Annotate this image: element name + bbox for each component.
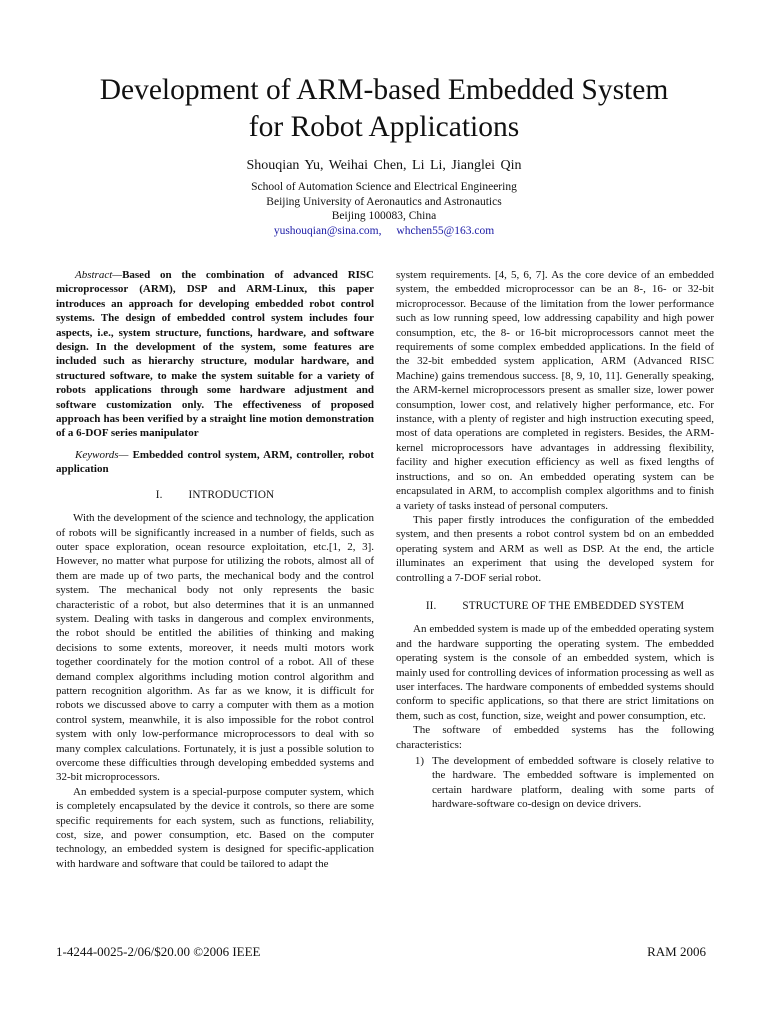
abstract-label: Abstract—	[75, 269, 123, 281]
affiliation-block	[0, 180, 768, 238]
affiliation-school: School of Automation Science and Electrical Engineering	[251, 181, 517, 193]
author-emails	[0, 224, 768, 239]
email-link-2[interactable]: whchen55@163.com	[396, 224, 495, 237]
intro-paragraph-1: With the development of the science and technology, the application of robots will be significantly increased in a number of fields, such as outer space exploration, ocean resource exploitation, etc.[1, 2, 3]. However, no matter what purpose for utilizing the robots, almost all of them are made up of two parts, the mechanical body and the control system. The mechanical body not only represents the basic characteristic of a robot, but also determines that it is an unmanned system. Dealing with tasks in dangerous and complex environments, the robot should be entitled the abilities of thinking and making decisions to some extents, moreover, it needs multi motors work together coordinately for the motion control of a robot. All of these demand complex algorithms including motion control algorithm and pattern recognition algorithm. As far as we know, it is difficult for robots we discussed above to carry a computer with them as a motion control system, meanwhile, it is also impossible for the robot control system with only low-performance microprocessors to deal with so many complex calculations. Fortunately, it is just a possible solution to overcome these difficulties through developing embedded systems and 32-bit microprocessors.	[56, 512, 374, 784]
list-item	[396, 754, 714, 812]
email-link-1[interactable]: yushouqian@sina.com,	[273, 224, 382, 237]
footer-conference: RAM 2006	[647, 944, 706, 959]
right-column	[396, 268, 714, 812]
section-title: INTRODUCTION	[188, 488, 275, 501]
list-marker: 1)	[414, 755, 424, 767]
characteristics-list	[396, 754, 714, 812]
keywords-text: Embedded control system, ARM, controller, robot application	[56, 448, 374, 476]
affiliation-university: Beijing University of Aeronautics and Astronautics	[266, 195, 502, 208]
keywords	[56, 448, 374, 477]
section-number: II.	[425, 599, 437, 612]
section-heading-structure	[396, 599, 714, 613]
intro-paragraph-3: This paper firstly introduces the configuration of the embedded system, and then presents a robot control system bd on an embedded operating system and ARM as well as DSP. At the end, the article illuminates an experiment that using the developed system for controlling a 7-DOF serial robot.	[396, 513, 714, 584]
abstract-text: Based on the combination of advanced RISC microprocessor (ARM), DSP and ARM-Linux, this paper introduces an approach for developing embedded robot control systems. The design of embedded control system includes four aspects, i.e., system structure, functions, hardware, and software design. In the development of the system, some features are included such as hierarchy structure, modular hardware, and structured software, to make the system suitable for a variety of robots applications through some hardware adjustment and software customization only. The effectiveness of proposed approach has been verified by a straight line motion demonstration of a 6-DOF series manipulator	[56, 269, 374, 440]
left-column	[56, 268, 374, 871]
list-item-text: The development of embedded software is closely relative to the hardware. The embedded software is implemented on certain hardware platform, dealing with some parts of hardware-software co-design on device drivers.	[432, 755, 714, 811]
title-line-1: Development of ARM-based Embedded System	[99, 74, 669, 106]
section-heading-introduction	[56, 488, 374, 502]
footer-copyright: 1-4244-0025-2/06/$20.00 ©2006 IEEE	[56, 944, 261, 959]
keywords-label: Keywords—	[75, 448, 129, 461]
affiliation-address: Beijing 100083, China	[331, 210, 437, 222]
title-line-2: for Robot Applications	[248, 111, 520, 143]
section-title: STRUCTURE OF THE EMBEDDED SYSTEM	[462, 599, 685, 612]
abstract	[56, 268, 374, 441]
intro-paragraph-2: An embedded system is a special-purpose computer system, which is completely encapsulated by the device it controls, so there are some specific requirements for each system, such as functions, reliability, cost, size, and power consumption, etc. Based on the computer technology, an embedded system is designed for specific-application with hardware and software that could be tailored to adapt the	[56, 785, 374, 870]
structure-paragraph-1: An embedded system is made up of the embedded operating system and the hardware supporting the operating system. The embedded operating system is the console of an embedded system, which is mainly used for controlling devices of information processing as well as user interfaces. The hardware components of embedded systems should conform to specific applications, so that there are strict limitations on them, such as cost, function, size, weight and power consumption, etc.	[396, 623, 714, 722]
author-list: Shouqian Yu, Weihai Chen, Li Li, Jianglei Qin	[246, 158, 522, 173]
intro-paragraph-2-continued: system requirements. [4, 5, 6, 7]. As the core device of an embedded system, the embedded microprocessor can be an 8-, 16- or 32-bit microprocessor. Because of the limitation from the lower performance such as low running speed, low addressing capability and high power consumption, etc, the 8- or 16-bit microprocessors cannot meet the requirements of some complex embedded applications. In the field of the 32-bit embedded system application, ARM (Advanced RISC Machine) gains tremendous success. [8, 9, 10, 11]. Generally speaking, the ARM-kernel microprocessors present as smaller size, lower power consumption, lower cost, and relatively higher performance, etc. For instance, with a plenty of register and high instruction executing speed, most of data operations are completed in registers. Besides, the ARM-kernel microprocessors have advantages in addressing flexibility, facility and higher execution efficiency as well as fixed lengths of instructions, and so on. An embedded operating system can be encapsulated in ARM, to accomplish complex algorithms and to finish a variety of tasks instead of personal computers.	[396, 269, 714, 512]
section-number: I.	[155, 488, 163, 501]
paper-title	[0, 72, 768, 146]
structure-paragraph-2: The software of embedded systems has the following characteristics:	[396, 724, 714, 751]
